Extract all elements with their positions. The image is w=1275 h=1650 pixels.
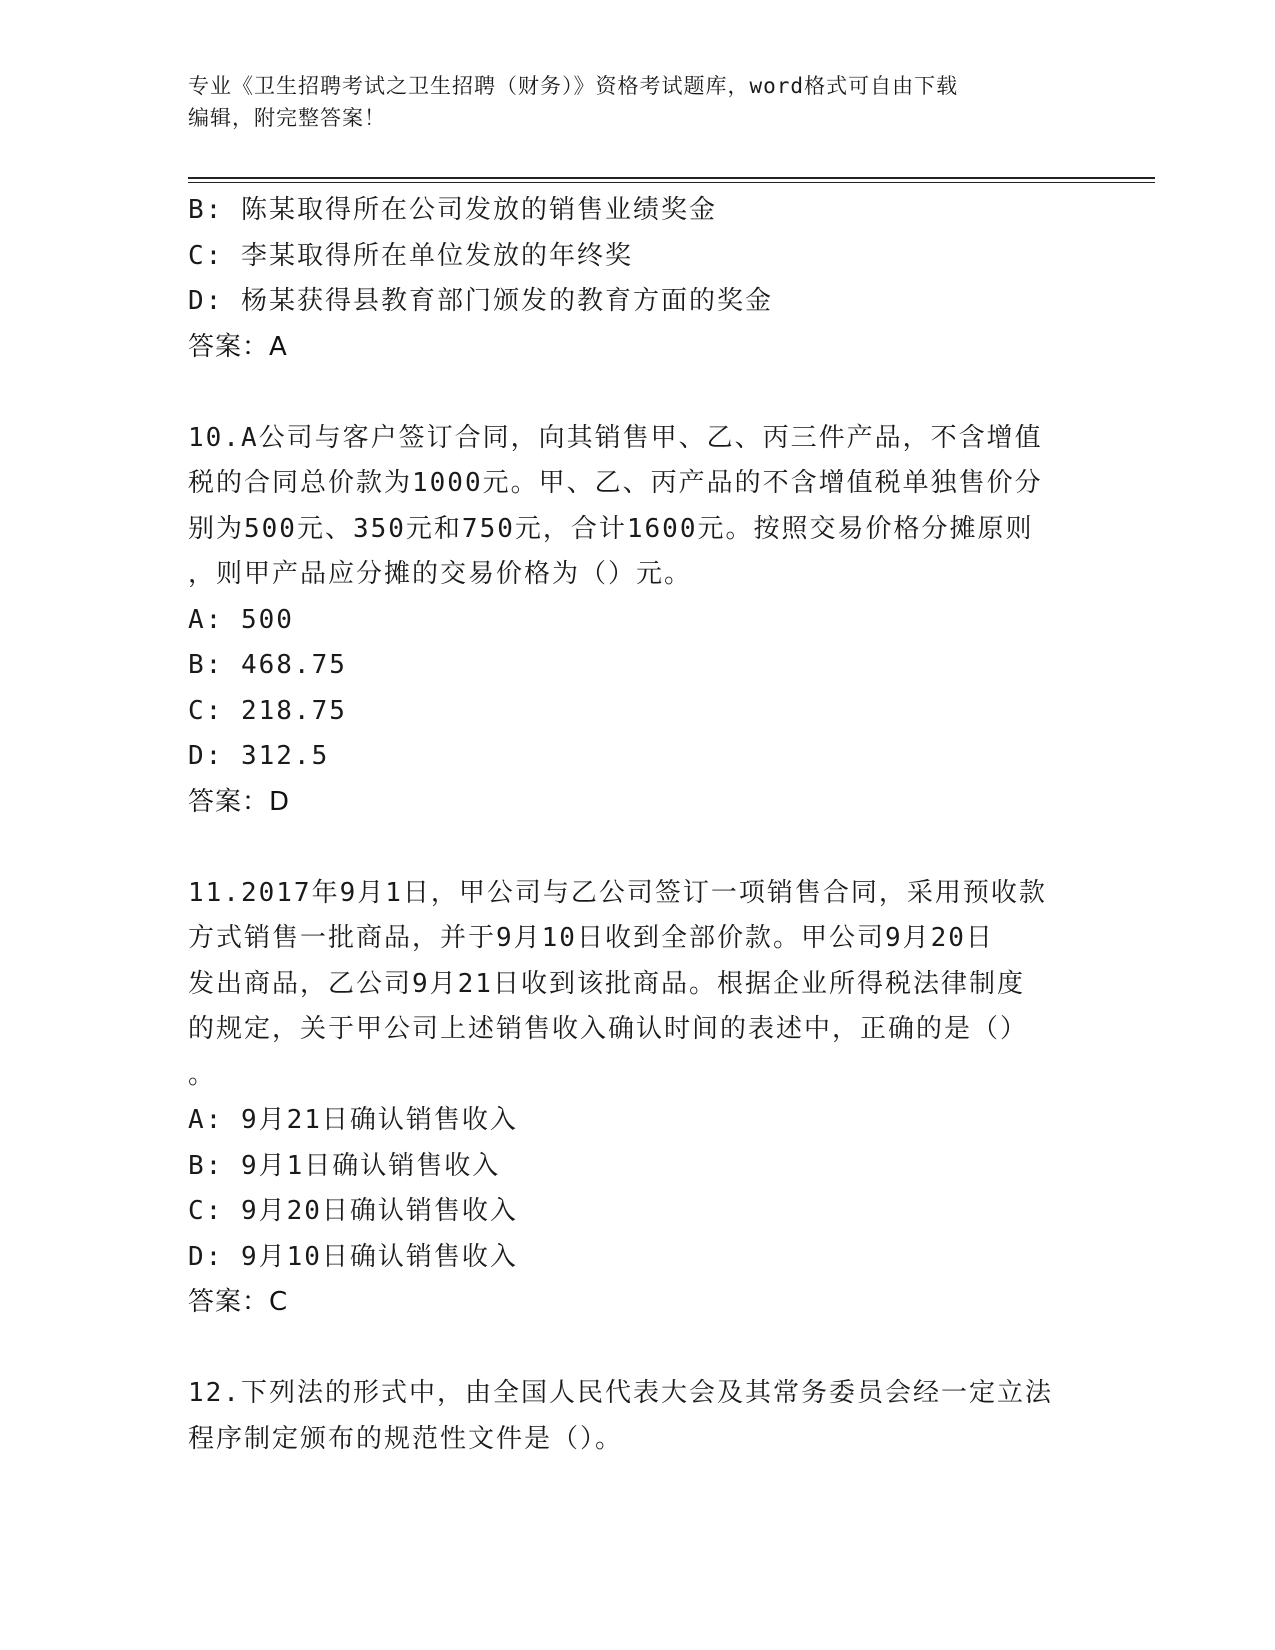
question-stem-line: 的规定，关于甲公司上述销售收入确认时间的表述中，正确的是（） [188, 1014, 1029, 1044]
question-stem-line: 别为500元、350元和750元，合计1600元。按照交易价格分摊原则 [188, 513, 1034, 544]
question-9 [188, 188, 1088, 370]
option-d: D: 杨某获得县教育部门颁发的教育方面的奖金 [188, 286, 773, 316]
option-c: C: 李某取得所在单位发放的年终奖 [188, 240, 633, 271]
option-b: B: 陈某取得所在公司发放的销售业绩奖金 [188, 195, 717, 225]
question-stem-line: 。 [188, 1059, 217, 1090]
question-stem-line: 11.2017年9月1日，甲公司与乙公司签订一项销售合同，采用预收款 [188, 877, 1047, 908]
option-b: B: 468.75 [188, 650, 347, 680]
document-header [188, 70, 1068, 134]
question-stem-line: 10.A公司与客户签订合同，向其销售甲、乙、丙三件产品，不含增值 [188, 422, 1043, 453]
option-c: C: 218.75 [188, 695, 347, 726]
answer-line: 答案：D [188, 786, 291, 817]
header-line-1: 专业《卫生招聘考试之卫生招聘（财务）》资格考试题库，word格式可自由下载 [188, 74, 959, 98]
header-divider-thin [188, 182, 1155, 183]
option-a: A: 9月21日确认销售收入 [188, 1105, 518, 1135]
option-a: A: 500 [188, 604, 294, 635]
option-b: B: 9月1日确认销售收入 [188, 1150, 501, 1181]
option-d: D: 312.5 [188, 741, 330, 771]
question-10 [188, 416, 1088, 826]
option-c: C: 9月20日确认销售收入 [188, 1196, 518, 1226]
question-stem-line: 税的合同总价款为1000元。甲、乙、丙产品的不含增值税单独售价分 [188, 468, 1043, 498]
question-list [188, 188, 1088, 1462]
spacer [188, 1326, 1088, 1372]
option-d: D: 9月10日确认销售收入 [188, 1241, 518, 1272]
answer-line: 答案：C [188, 1287, 289, 1317]
question-stem-line: 程序制定颁布的规范性文件是（）。 [188, 1423, 624, 1454]
question-stem-line: ，则甲产品应分摊的交易价格为（）元。 [188, 559, 693, 589]
header-divider-thick [188, 177, 1155, 179]
question-12 [188, 1371, 1088, 1462]
spacer [188, 370, 1088, 416]
question-stem-line: 发出商品，乙公司9月21日收到该批商品。根据企业所得税法律制度 [188, 968, 1025, 999]
question-stem-line: 方式销售一批商品，并于9月10日收到全部价款。甲公司9月20日 [188, 923, 994, 953]
answer-line: 答案：A [188, 331, 288, 362]
header-line-2: 编辑，附完整答案！ [188, 106, 386, 130]
spacer [188, 825, 1088, 871]
question-11 [188, 871, 1088, 1326]
question-stem-line: 12.下列法的形式中，由全国人民代表大会及其常务委员会经一定立法 [188, 1378, 1053, 1408]
